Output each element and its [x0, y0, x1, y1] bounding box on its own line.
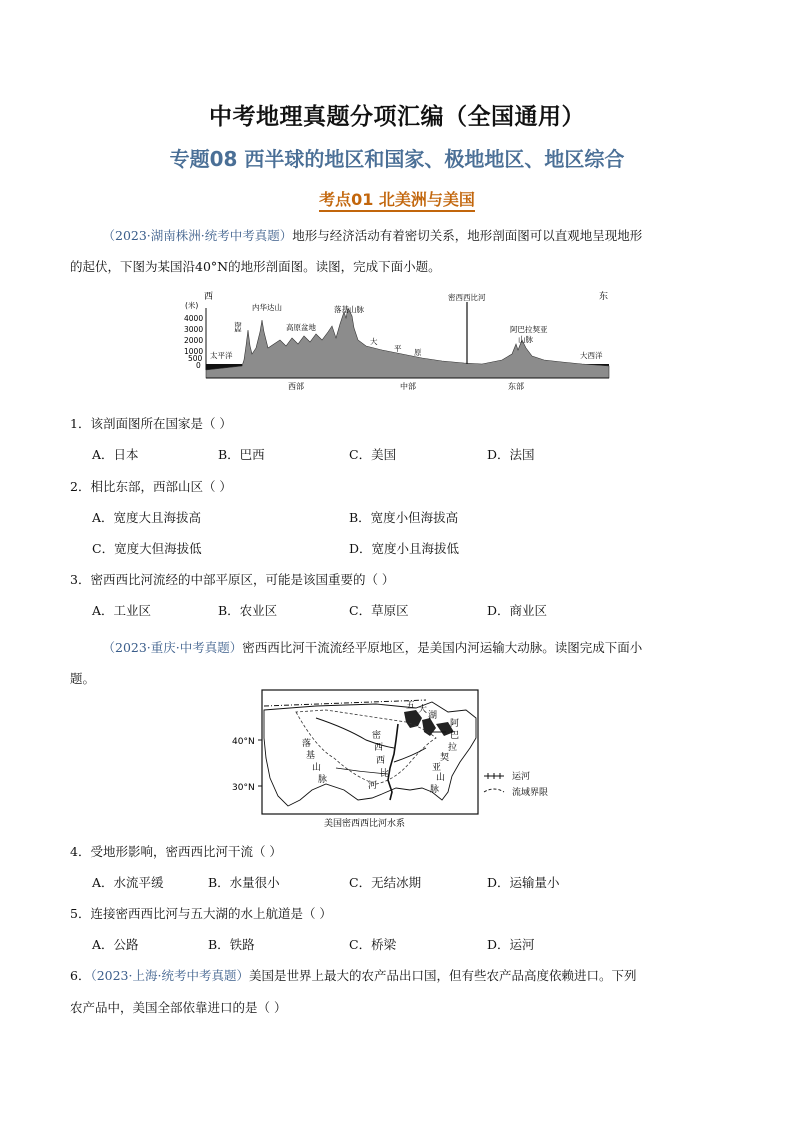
lakes-char-3: 湖 — [428, 711, 438, 721]
label-atlantic: 大西洋 — [580, 351, 603, 360]
intro-paragraph-1-cont: 的起伏，下图为某国沿40°N的地形剖面图。读图，完成下面小题。 — [70, 259, 441, 274]
point-heading — [0, 187, 794, 210]
intro-paragraph-2-cont: 题。 — [70, 671, 96, 686]
q6-text: 美国是世界上最大的农产品出口国，但有些农产品高度依赖进口。下列 — [248, 968, 637, 983]
terrain-profile-shape — [206, 308, 609, 378]
profile-west-label: 西 — [204, 292, 214, 302]
question-2: 2．相比东部，西部山区（ ） — [70, 479, 232, 494]
intro-paragraph-2 — [70, 633, 730, 663]
lat-30-label: 30°N — [232, 783, 255, 793]
region-central: 中部 — [400, 382, 416, 391]
question-4: 4．受地形影响，密西西比河干流（ ） — [70, 844, 282, 859]
intro-text-2: 密西西比河干流流经平原地区，是美国内河运输大动脉。读图完成下面小 — [242, 640, 643, 655]
q3-option-c[interactable]: C．草原区 — [349, 603, 409, 618]
source-tag: （2023·湖南株洲·统考中考真题） — [102, 228, 293, 243]
q2-option-d[interactable]: D．宽度小且海拔低 — [349, 541, 460, 556]
rocky-char-3: 山 — [312, 763, 322, 773]
q1-option-a[interactable]: A．日本 — [92, 447, 139, 462]
question-5: 5．连接密西西比河与五大湖的水上航道是（ ） — [70, 906, 332, 921]
rocky-char-2: 基 — [306, 751, 316, 761]
profile-east-label: 东 — [599, 292, 609, 302]
topic-subtitle: 专题08 西半球的地区和国家、极地地区、地区综合 — [169, 147, 625, 171]
tick-1000: 1000 — [184, 347, 204, 356]
question-3: 3．密西西比河流经的中部平原区，可能是该国重要的（ ） — [70, 572, 395, 587]
q4-option-a[interactable]: A．水流平缓 — [92, 875, 164, 890]
miss-char-2: 西 — [374, 743, 384, 753]
question-6-cont: 农产品中，美国全部依靠进口的是（ ） — [70, 1000, 287, 1015]
lat-40-label: 40°N — [232, 737, 255, 747]
legend-boundary-label: 流域界限 — [512, 788, 549, 798]
rocky-char-1: 落 — [302, 739, 312, 749]
lakes-char-1: 五 — [406, 701, 416, 711]
q5-option-a[interactable]: A．公路 — [92, 937, 139, 952]
q3-option-a[interactable]: A．工业区 — [92, 603, 152, 618]
label-plain-2: 平 — [394, 344, 402, 353]
q4-option-b[interactable]: B．水量很小 — [208, 875, 280, 890]
q1-option-c[interactable]: C．美国 — [349, 447, 397, 462]
miss-char-1: 密 — [372, 731, 382, 741]
label-plateau-basin: 高原盆地 — [286, 323, 316, 332]
question-1: 1．该剖面图所在国家是（ ） — [70, 416, 232, 431]
profile-unit: (米) — [185, 301, 199, 310]
legend-boundary-symbol — [484, 789, 504, 792]
q4-option-d[interactable]: D．运输量小 — [487, 875, 560, 890]
q4-option-c[interactable]: C．无结冰期 — [349, 875, 422, 890]
q1-option-b[interactable]: B．巴西 — [218, 447, 265, 462]
app-char-2: 巴 — [450, 731, 460, 741]
intro-paragraph-1 — [70, 221, 730, 251]
q6-number: 6． — [70, 968, 91, 983]
app-char-6: 山 — [436, 773, 446, 783]
q3-option-b[interactable]: B．农业区 — [218, 603, 278, 618]
intro-text: 地形与经济活动有着密切关系，地形剖面图可以直观地呈现地形 — [292, 228, 643, 243]
label-coastal-range: 海岸山脉 — [233, 322, 243, 352]
label-appalachian-a: 阿巴拉契亚 — [510, 325, 548, 334]
legend-canal-label: 运河 — [512, 772, 531, 782]
map-caption: 美国密西西比河水系 — [324, 819, 406, 829]
app-char-7: 脉 — [430, 785, 440, 795]
tick-0: 0 — [196, 361, 201, 370]
question-6 — [70, 966, 730, 984]
q5-option-b[interactable]: B．铁路 — [208, 937, 255, 952]
mississippi-map-figure — [226, 688, 566, 830]
q2-option-a[interactable]: A．宽度大且海拔高 — [92, 510, 202, 525]
tick-3000: 3000 — [184, 325, 204, 334]
app-char-3: 拉 — [448, 743, 458, 753]
lakes-char-2: 大 — [418, 705, 428, 715]
miss-char-4: 比 — [380, 769, 390, 779]
rocky-char-4: 脉 — [318, 775, 328, 785]
miss-char-5: 河 — [368, 781, 378, 791]
label-rocky-mountains: 落基山脉 — [334, 305, 364, 314]
q2-option-c[interactable]: C．宽度大但海拔低 — [92, 541, 202, 556]
label-appalachian-b: 山脉 — [518, 335, 533, 344]
q3-option-d[interactable]: D．商业区 — [487, 603, 548, 618]
miss-char-3: 西 — [376, 756, 386, 766]
region-west: 西部 — [288, 382, 304, 391]
label-plain-3: 原 — [414, 348, 422, 357]
tick-4000: 4000 — [184, 314, 204, 323]
tick-500: 500 — [188, 354, 203, 363]
q5-option-d[interactable]: D．运河 — [487, 937, 535, 952]
label-mississippi: 密西西比河 — [448, 293, 486, 302]
source-tag-2: （2023·重庆·中考真题） — [102, 640, 243, 655]
q5-option-c[interactable]: C．桥梁 — [349, 937, 397, 952]
terrain-profile-figure — [182, 288, 612, 394]
point-heading-text: 考点01 北美洲与美国 — [319, 190, 475, 212]
q2-option-b[interactable]: B．宽度小但海拔高 — [349, 510, 459, 525]
label-pacific: 太平洋 — [210, 351, 233, 360]
app-char-5: 亚 — [432, 763, 442, 773]
source-tag-3: （2023·上海·统考中考真题） — [90, 968, 249, 983]
region-east: 东部 — [508, 382, 524, 391]
app-char-4: 契 — [440, 753, 450, 763]
label-sierra-nevada: 内华达山 — [252, 303, 282, 312]
label-plain-1: 大 — [370, 337, 378, 346]
page-title: 中考地理真题分项汇编（全国通用） — [209, 104, 585, 130]
app-char-1: 阿 — [450, 719, 460, 729]
q1-option-d[interactable]: D．法国 — [487, 447, 535, 462]
tick-2000: 2000 — [184, 336, 204, 345]
